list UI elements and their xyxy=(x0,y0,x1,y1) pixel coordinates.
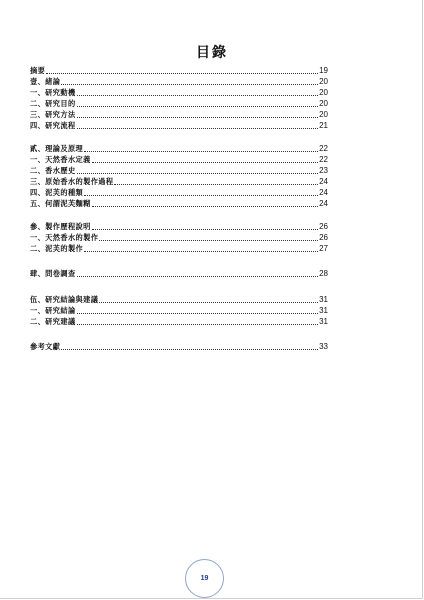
toc-entry-label: 伍、研究結論與建議 xyxy=(30,295,99,304)
toc-entry-page: 20 xyxy=(319,88,328,97)
toc-entry[interactable] xyxy=(30,87,328,98)
toc-entry[interactable] xyxy=(30,305,328,316)
dot-leader xyxy=(99,233,318,241)
toc-entry-page: 33 xyxy=(319,342,328,351)
toc-entry-page: 23 xyxy=(319,166,328,175)
page-title: 目錄 xyxy=(196,45,228,61)
dot-leader xyxy=(84,188,318,196)
section-gap xyxy=(30,209,328,221)
toc-entry-label: 壹、緒論 xyxy=(30,77,61,86)
toc-entry[interactable] xyxy=(30,268,328,279)
toc-entry[interactable] xyxy=(30,120,328,131)
toc-entry-page: 26 xyxy=(319,222,328,231)
toc-entry-page: 20 xyxy=(319,99,328,108)
dot-leader xyxy=(92,199,318,207)
section-gap xyxy=(30,279,328,294)
toc-entry-page: 31 xyxy=(319,295,328,304)
dot-leader xyxy=(92,222,318,230)
dot-leader xyxy=(77,306,319,314)
page-number-badge xyxy=(185,559,224,598)
dot-leader xyxy=(99,295,318,303)
toc-entry-page: 24 xyxy=(319,177,328,186)
dot-leader xyxy=(77,317,319,325)
toc-entry-page: 20 xyxy=(319,110,328,119)
toc-entry[interactable] xyxy=(30,294,328,305)
toc-entry[interactable] xyxy=(30,98,328,109)
toc-entry[interactable] xyxy=(30,221,328,232)
toc-entry[interactable] xyxy=(30,198,328,209)
toc-entry[interactable] xyxy=(30,165,328,176)
dot-leader xyxy=(61,342,318,350)
dot-leader xyxy=(77,269,319,277)
footer-page-number: 19 xyxy=(200,575,209,582)
toc-entry-label: 摘要 xyxy=(30,66,46,75)
toc-entry-page: 27 xyxy=(319,244,328,253)
toc-entry[interactable] xyxy=(30,232,328,243)
toc-entry[interactable] xyxy=(30,341,328,352)
toc-entry[interactable] xyxy=(30,316,328,327)
toc-entry-label: 參考文獻 xyxy=(30,342,61,351)
toc-entry-label: 四、泥芙的種類 xyxy=(30,188,84,197)
dot-leader xyxy=(61,77,318,85)
table-of-contents xyxy=(30,65,328,352)
toc-entry-page: 20 xyxy=(319,77,328,86)
toc-entry-label: 二、研究建議 xyxy=(30,317,76,326)
toc-entry[interactable] xyxy=(30,109,328,120)
toc-entry-label: 肆、問卷調查 xyxy=(30,269,76,278)
toc-entry-page: 24 xyxy=(319,199,328,208)
toc-entry-page: 24 xyxy=(319,188,328,197)
section-gap xyxy=(30,327,328,341)
toc-entry[interactable] xyxy=(30,65,328,76)
toc-entry[interactable] xyxy=(30,143,328,154)
toc-entry-page: 31 xyxy=(319,317,328,326)
toc-entry-label: 四、研究流程 xyxy=(30,121,76,130)
dot-leader xyxy=(77,166,319,174)
toc-entry-label: 一、天然香水的製作 xyxy=(30,233,99,242)
toc-entry-label: 一、研究動機 xyxy=(30,88,76,97)
toc-entry-label: 二、研究目的 xyxy=(30,99,76,108)
section-gap xyxy=(30,254,328,268)
toc-entry-page: 31 xyxy=(319,306,328,315)
toc-entry-label: 三、原始香水的製作過程 xyxy=(30,177,114,186)
toc-entry-label: 一、天然香水定義 xyxy=(30,155,91,164)
toc-entry-label: 三、研究方法 xyxy=(30,110,76,119)
dot-leader xyxy=(84,244,318,252)
dot-leader xyxy=(84,144,318,152)
dot-leader xyxy=(114,177,318,185)
dot-leader xyxy=(77,88,319,96)
dot-leader xyxy=(77,121,319,129)
toc-entry-page: 21 xyxy=(319,121,328,130)
dot-leader xyxy=(46,66,318,74)
toc-entry-label: 一、研究結論 xyxy=(30,306,76,315)
toc-entry-page: 22 xyxy=(319,144,328,153)
toc-entry-page: 28 xyxy=(319,269,328,278)
toc-entry-label: 參、製作歷程說明 xyxy=(30,222,91,231)
toc-entry[interactable] xyxy=(30,176,328,187)
toc-entry-label: 五、何謂泥芙麵糊 xyxy=(30,199,91,208)
dot-leader xyxy=(77,110,319,118)
section-gap xyxy=(30,131,328,143)
dot-leader xyxy=(92,155,318,163)
toc-entry[interactable] xyxy=(30,243,328,254)
dot-leader xyxy=(77,99,319,107)
toc-entry-page: 22 xyxy=(319,155,328,164)
toc-entry[interactable] xyxy=(30,154,328,165)
toc-entry-label: 二、泥芙的製作 xyxy=(30,244,84,253)
toc-entry[interactable] xyxy=(30,76,328,87)
toc-entry-label: 貳、理論及原理 xyxy=(30,144,84,153)
toc-entry-label: 二、香水歷史 xyxy=(30,166,76,175)
toc-entry-page: 26 xyxy=(319,233,328,242)
toc-entry[interactable] xyxy=(30,187,328,198)
toc-entry-page: 19 xyxy=(319,66,328,75)
